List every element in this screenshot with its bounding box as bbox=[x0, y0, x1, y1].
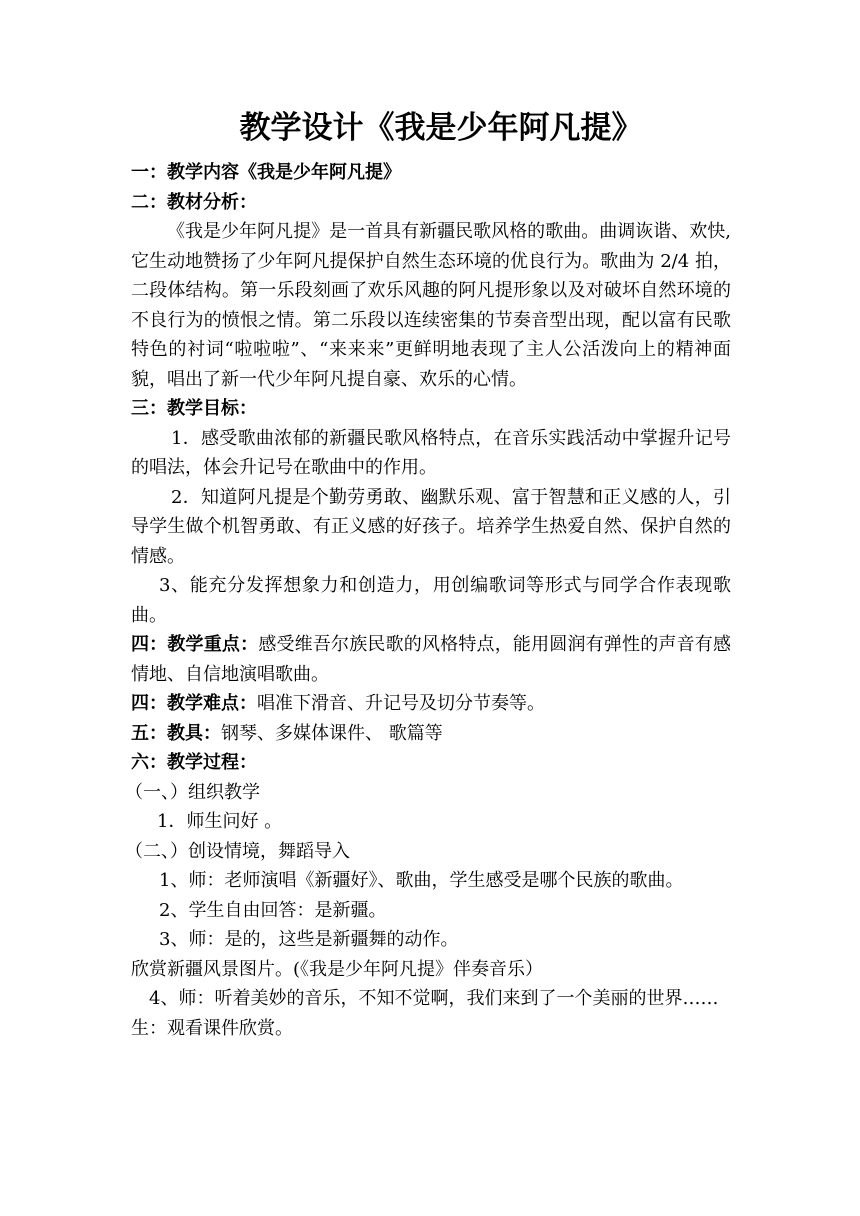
process-step-2-2: 2、学生自由回答：是新疆。 bbox=[159, 899, 387, 921]
section-teaching-goals-heading: 三：教学目标： bbox=[131, 398, 257, 419]
section-teaching-content: 一：教学内容《我是少年阿凡提》 bbox=[131, 162, 401, 183]
section-key-points bbox=[131, 630, 731, 689]
teaching-aids-label: 五：教具： bbox=[131, 722, 221, 744]
process-step-2-4: 4、师：听着美妙的音乐，不知不觉啊，我们来到了一个美丽的世界…… bbox=[149, 988, 719, 1009]
process-step-2: （二、）创设情境，舞蹈导入 bbox=[125, 840, 350, 862]
process-step-2-3: 3、师：是的，这些是新疆舞的动作。 bbox=[159, 929, 459, 950]
teaching-goal-1: 1．感受歌曲浓郁的新疆民歌风格特点，在音乐实践活动中掌握升记号的唱法，体会升记号在歌曲中的作用。 bbox=[131, 427, 731, 478]
process-step-2-1: 1、师：老师演唱《新疆好》、歌曲，学生感受是哪个民族的歌曲。 bbox=[159, 870, 684, 891]
difficulties-text: 唱准下滑音、升记号及切分节奏等。 bbox=[257, 693, 545, 714]
teaching-aids-text: 钢琴、多媒体课件、 歌篇等 bbox=[221, 722, 443, 744]
process-step-1-1: 1．师生问好 。 bbox=[157, 811, 283, 832]
section-material-analysis-heading: 二：教材分析： bbox=[131, 191, 257, 213]
key-points-label: 四：教学重点： bbox=[131, 634, 259, 655]
difficulties-label: 四：教学难点： bbox=[131, 693, 257, 714]
document-page bbox=[125, 102, 731, 1043]
document-title: 教学设计《我是少年阿凡提》 bbox=[239, 110, 643, 146]
key-points-text: 感受维吾尔族民歌的风格特点，能用圆润有弹性的声音有感情地、自信地演唱歌曲。 bbox=[131, 634, 731, 685]
process-step-1: （一、）组织教学 bbox=[125, 781, 260, 803]
teaching-goal-2: 2．知道阿凡提是个勤劳勇敢、幽默乐观、富于智慧和正义感的人，引导学生做个机智勇敢、有正义感的好孩子。培养学生热爱自然、保护自然的情感。 bbox=[131, 486, 731, 567]
section-teaching-aids bbox=[131, 719, 731, 749]
section-difficulties bbox=[131, 689, 731, 719]
section-teaching-process-heading: 六：教学过程： bbox=[131, 752, 257, 773]
process-step-2-5: 生：观看课件欣赏。 bbox=[131, 1017, 293, 1039]
section-material-analysis-body: 《我是少年阿凡提》是一首具有新疆民歌风格的歌曲。曲调诙谐、欢快,它生动地赞扬了少年阿凡提保护自然生态环境的优良行为。歌曲为 2/4 拍，二段体结构。第一乐段刻画了欢乐风趣的阿凡提形象以及对破坏自然环境的不良行为的愤恨之情。第二乐段以连续密集的节奏音型出现，配以富有民歌特色的衬词“啦啦啦”、“来来来”更鲜明地表现了主人公活泼向上的精神面貌，唱出了新一代少年阿凡提自豪、欢乐的心情。 bbox=[131, 221, 731, 390]
teaching-goal-3: 3、能充分发挥想象力和创造力，用创编歌词等形式与同学合作表现歌曲。 bbox=[131, 575, 731, 626]
process-step-2-note: 欣赏新疆风景图片。(《我是少年阿凡提》伴奏音乐） bbox=[131, 958, 544, 980]
